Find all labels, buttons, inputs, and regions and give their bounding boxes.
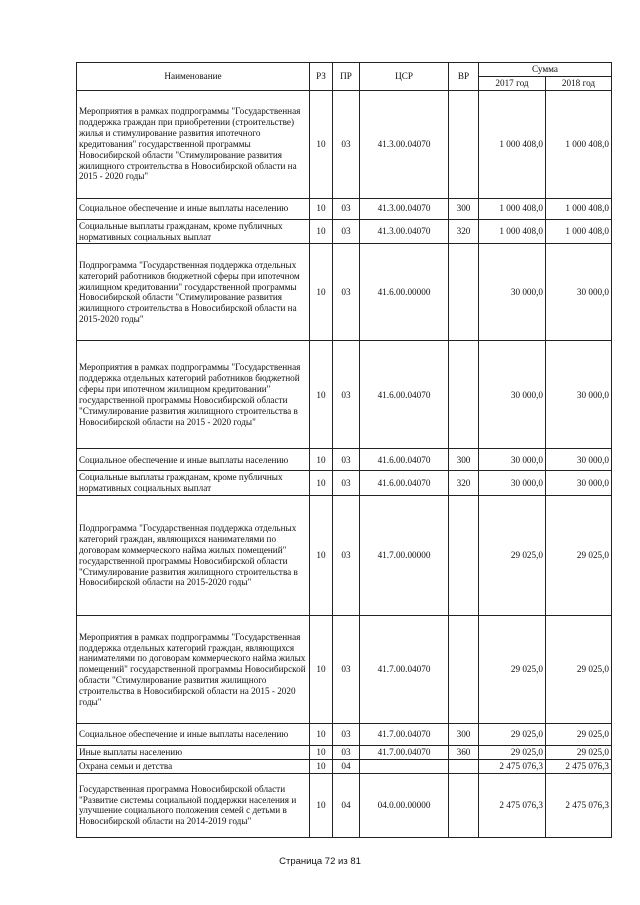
row-sum-2017: 2 475 076,3 — [479, 773, 546, 837]
row-name: Мероприятия в рамках подпрограммы "Государственная поддержка отдельных категорий работников бюджетной сферы при ипотечном жилищном кредитовании" государственной программы Новосибирской области "Стимулирование развития жилищного строительства в Новосибирской области на 2015 - 2020 годы" — [77, 341, 310, 449]
row-sum-2018: 1 000 408,0 — [546, 90, 612, 198]
row-pr: 03 — [333, 616, 360, 724]
row-sum-2017: 29 025,0 — [479, 616, 546, 724]
row-vr: 320 — [449, 219, 479, 244]
row-name: Социальное обеспечение и иные выплаты населению — [77, 724, 310, 746]
row-rz: 10 — [310, 724, 333, 746]
row-vr: 360 — [449, 746, 479, 760]
row-sum-2018: 2 475 076,3 — [546, 773, 612, 837]
row-sum-2017: 29 025,0 — [479, 496, 546, 616]
row-csr: 41.3.00.04070 — [360, 198, 449, 219]
table-row — [77, 244, 612, 341]
table-row — [77, 746, 612, 760]
row-rz: 10 — [310, 198, 333, 219]
header-rz: РЗ — [310, 63, 333, 91]
row-sum-2018: 30 000,0 — [546, 341, 612, 449]
row-csr: 04.0.00.00000 — [360, 773, 449, 837]
row-sum-2018: 1 000 408,0 — [546, 219, 612, 244]
table-row — [77, 496, 612, 616]
row-vr — [449, 760, 479, 774]
row-rz: 10 — [310, 746, 333, 760]
row-sum-2017: 30 000,0 — [479, 341, 546, 449]
row-pr: 03 — [333, 471, 360, 496]
row-vr — [449, 496, 479, 616]
row-pr: 03 — [333, 449, 360, 471]
row-csr — [360, 760, 449, 774]
row-name: Мероприятия в рамках подпрограммы "Государственная поддержка отдельных категорий граждан, являющихся нанимателями по договорам коммерческого найма жилых помещений" государственной программы Новосибирской области "Стимулирование развития жилищного строительства в Новосибирской области на 2015 - 2020 годы" — [77, 616, 310, 724]
page-number: Страница 72 из 81 — [279, 856, 361, 867]
row-csr: 41.7.00.00000 — [360, 496, 449, 616]
budget-table — [76, 62, 612, 838]
row-vr — [449, 773, 479, 837]
header-csr: ЦСР — [360, 63, 449, 91]
row-rz: 10 — [310, 449, 333, 471]
table-row — [77, 341, 612, 449]
row-sum-2017: 30 000,0 — [479, 244, 546, 341]
row-vr — [449, 244, 479, 341]
row-name: Подпрограмма "Государственная поддержка отдельных категорий граждан, являющихся нанимателями по договорам коммерческого найма жилых помещений" государственной программы Новосибирской области "Стимулирование развития жилищного строительства в Новосибирской области на 2015-2020 годы" — [77, 496, 310, 616]
row-pr: 04 — [333, 773, 360, 837]
row-sum-2017: 29 025,0 — [479, 724, 546, 746]
header-pr: ПР — [333, 63, 360, 91]
row-name: Охрана семьи и детства — [77, 760, 310, 774]
row-csr: 41.6.00.04070 — [360, 449, 449, 471]
row-sum-2017: 2 475 076,3 — [479, 760, 546, 774]
row-csr: 41.6.00.04070 — [360, 471, 449, 496]
row-sum-2018: 2 475 076,3 — [546, 760, 612, 774]
row-csr: 41.7.00.04070 — [360, 746, 449, 760]
header-vr: ВР — [449, 63, 479, 91]
row-vr — [449, 341, 479, 449]
row-sum-2018: 1 000 408,0 — [546, 198, 612, 219]
table-row — [77, 760, 612, 774]
row-sum-2017: 30 000,0 — [479, 449, 546, 471]
row-sum-2018: 29 025,0 — [546, 496, 612, 616]
row-vr: 320 — [449, 471, 479, 496]
header-name: Наименование — [77, 63, 310, 91]
row-csr: 41.6.00.00000 — [360, 244, 449, 341]
row-sum-2018: 29 025,0 — [546, 746, 612, 760]
row-name: Социальные выплаты гражданам, кроме публичных нормативных социальных выплат — [77, 471, 310, 496]
row-sum-2018: 30 000,0 — [546, 449, 612, 471]
row-csr: 41.7.00.04070 — [360, 724, 449, 746]
row-vr: 300 — [449, 724, 479, 746]
row-pr: 04 — [333, 760, 360, 774]
table-row — [77, 773, 612, 837]
row-vr — [449, 616, 479, 724]
row-rz: 10 — [310, 773, 333, 837]
row-sum-2017: 29 025,0 — [479, 746, 546, 760]
row-csr: 41.7.00.04070 — [360, 616, 449, 724]
row-name: Социальное обеспечение и иные выплаты населению — [77, 449, 310, 471]
row-csr: 41.3.00.04070 — [360, 219, 449, 244]
header-year-2018: 2018 год — [546, 76, 612, 90]
row-csr: 41.3.00.04070 — [360, 90, 449, 198]
row-pr: 03 — [333, 219, 360, 244]
row-rz: 10 — [310, 471, 333, 496]
row-vr: 300 — [449, 449, 479, 471]
row-name: Социальные выплаты гражданам, кроме публичных нормативных социальных выплат — [77, 219, 310, 244]
row-pr: 03 — [333, 341, 360, 449]
row-name: Подпрограмма "Государственная поддержка отдельных категорий работников бюджетной сферы при ипотечном жилищном кредитовании" государственной программы Новосибирской области "Стимулирование развития жилищного строительства в Новосибирской области на 2015-2020 годы" — [77, 244, 310, 341]
row-rz: 10 — [310, 219, 333, 244]
table-row — [77, 219, 612, 244]
row-sum-2018: 29 025,0 — [546, 616, 612, 724]
row-name: Мероприятия в рамках подпрограммы "Государственная поддержка граждан при приобретении (строительстве) жилья и стимулирование развития ипотечного кредитования" государственной программы Новосибирской области "Стимулирование развития жилищного строительства в Новосибирской области на 2015 - 2020 годы" — [77, 90, 310, 198]
row-rz: 10 — [310, 496, 333, 616]
row-rz: 10 — [310, 244, 333, 341]
table-row — [77, 198, 612, 219]
row-pr: 03 — [333, 724, 360, 746]
row-pr: 03 — [333, 496, 360, 616]
row-rz: 10 — [310, 341, 333, 449]
row-rz: 10 — [310, 90, 333, 198]
row-sum-2017: 1 000 408,0 — [479, 90, 546, 198]
row-name: Социальное обеспечение и иные выплаты населению — [77, 198, 310, 219]
header-year-2017: 2017 год — [479, 76, 546, 90]
row-sum-2018: 30 000,0 — [546, 244, 612, 341]
table-row — [77, 616, 612, 724]
header-sum: Сумма — [479, 63, 612, 77]
row-sum-2017: 30 000,0 — [479, 471, 546, 496]
row-pr: 03 — [333, 244, 360, 341]
row-rz: 10 — [310, 760, 333, 774]
row-rz: 10 — [310, 616, 333, 724]
table-row — [77, 90, 612, 198]
row-csr: 41.6.00.04070 — [360, 341, 449, 449]
table-row — [77, 724, 612, 746]
row-pr: 03 — [333, 198, 360, 219]
row-pr: 03 — [333, 746, 360, 760]
row-pr: 03 — [333, 90, 360, 198]
row-sum-2018: 29 025,0 — [546, 724, 612, 746]
row-sum-2017: 1 000 408,0 — [479, 219, 546, 244]
row-name: Иные выплаты населению — [77, 746, 310, 760]
table-row — [77, 449, 612, 471]
table-row — [77, 471, 612, 496]
row-sum-2017: 1 000 408,0 — [479, 198, 546, 219]
row-name: Государственная программа Новосибирской области "Развитие системы социальной поддержки населения и улучшение социального положения семей с детьми в Новосибирской области на 2014-2019 годы" — [77, 773, 310, 837]
row-sum-2018: 30 000,0 — [546, 471, 612, 496]
row-vr: 300 — [449, 198, 479, 219]
row-vr — [449, 90, 479, 198]
